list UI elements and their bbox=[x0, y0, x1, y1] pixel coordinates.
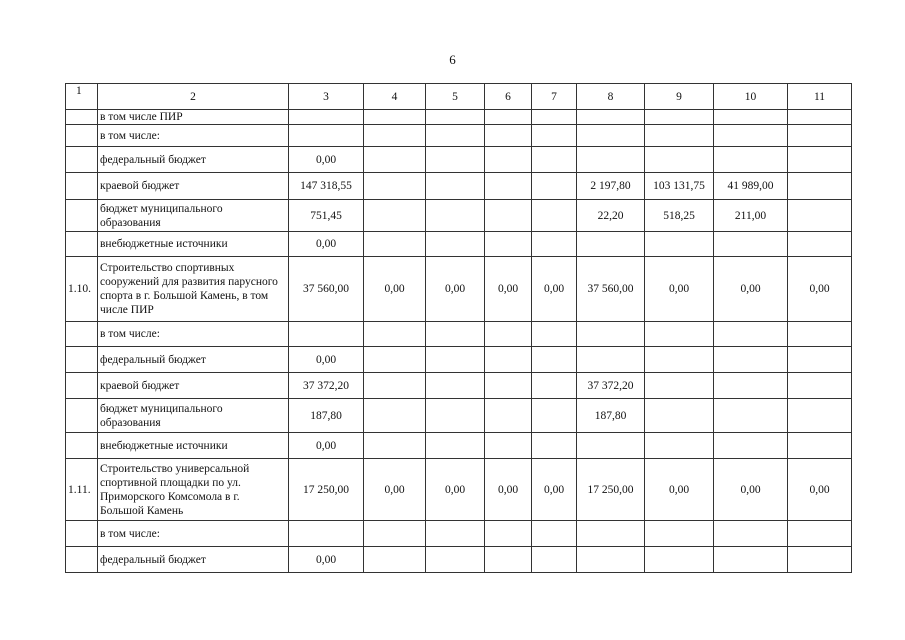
value-cell bbox=[485, 147, 532, 173]
value-cell bbox=[645, 347, 714, 373]
table-row bbox=[66, 547, 852, 573]
page-number: 6 bbox=[449, 52, 456, 67]
value-cell bbox=[532, 147, 577, 173]
value-cell bbox=[532, 200, 577, 232]
value-cell bbox=[426, 433, 485, 459]
value-cell bbox=[426, 125, 485, 147]
value-cell bbox=[532, 347, 577, 373]
row-label-cell: в том числе: bbox=[98, 322, 289, 347]
value-cell bbox=[714, 322, 788, 347]
value-cell bbox=[788, 232, 852, 257]
table-row bbox=[66, 147, 852, 173]
table-row bbox=[66, 232, 852, 257]
value-cell bbox=[485, 399, 532, 433]
value-cell bbox=[532, 399, 577, 433]
value-cell bbox=[364, 521, 426, 547]
value-cell bbox=[364, 200, 426, 232]
column-header: 3 bbox=[289, 84, 364, 110]
value-cell bbox=[714, 232, 788, 257]
value-cell bbox=[364, 125, 426, 147]
row-number-cell bbox=[66, 322, 98, 347]
value-cell bbox=[532, 110, 577, 125]
value-cell bbox=[364, 547, 426, 573]
value-cell bbox=[645, 399, 714, 433]
row-number-cell bbox=[66, 110, 98, 125]
value-cell bbox=[577, 322, 645, 347]
value-cell: 0,00 bbox=[714, 257, 788, 322]
value-cell bbox=[532, 373, 577, 399]
value-cell: 187,80 bbox=[577, 399, 645, 433]
row-label-cell: Строительство универсальной спортивной площадки по ул. Приморского Комсомола в г. Большой Камень bbox=[98, 459, 289, 521]
value-cell bbox=[289, 110, 364, 125]
value-cell bbox=[485, 173, 532, 200]
row-label-cell: в том числе: bbox=[98, 521, 289, 547]
table-body bbox=[66, 84, 852, 573]
value-cell bbox=[577, 433, 645, 459]
value-cell bbox=[426, 373, 485, 399]
value-cell bbox=[289, 322, 364, 347]
value-cell: 2 197,80 bbox=[577, 173, 645, 200]
value-cell: 0,00 bbox=[645, 257, 714, 322]
value-cell bbox=[364, 173, 426, 200]
value-cell bbox=[426, 547, 485, 573]
table-row bbox=[66, 521, 852, 547]
column-header: 10 bbox=[714, 84, 788, 110]
table-row bbox=[66, 110, 852, 125]
value-cell bbox=[426, 173, 485, 200]
value-cell: 37 560,00 bbox=[577, 257, 645, 322]
value-cell bbox=[426, 347, 485, 373]
value-cell: 0,00 bbox=[289, 347, 364, 373]
value-cell bbox=[364, 347, 426, 373]
value-cell: 0,00 bbox=[788, 257, 852, 322]
value-cell bbox=[577, 110, 645, 125]
value-cell bbox=[714, 399, 788, 433]
value-cell: 0,00 bbox=[532, 257, 577, 322]
value-cell bbox=[714, 147, 788, 173]
value-cell bbox=[577, 232, 645, 257]
value-cell bbox=[714, 373, 788, 399]
value-cell bbox=[788, 547, 852, 573]
value-cell bbox=[788, 521, 852, 547]
value-cell bbox=[788, 347, 852, 373]
value-cell bbox=[577, 547, 645, 573]
value-cell: 37 560,00 bbox=[289, 257, 364, 322]
value-cell bbox=[426, 521, 485, 547]
row-number-cell: 1.10. bbox=[66, 257, 98, 322]
row-number-cell bbox=[66, 232, 98, 257]
row-number-cell bbox=[66, 547, 98, 573]
value-cell bbox=[485, 547, 532, 573]
value-cell bbox=[485, 521, 532, 547]
value-cell bbox=[532, 521, 577, 547]
row-label-cell: внебюджетные источники bbox=[98, 232, 289, 257]
value-cell bbox=[364, 433, 426, 459]
row-number-cell bbox=[66, 373, 98, 399]
value-cell bbox=[788, 110, 852, 125]
value-cell bbox=[645, 547, 714, 573]
value-cell bbox=[364, 110, 426, 125]
value-cell: 103 131,75 bbox=[645, 173, 714, 200]
row-label-cell: федеральный бюджет bbox=[98, 547, 289, 573]
row-label-cell: бюджет муниципального образования bbox=[98, 399, 289, 433]
value-cell bbox=[426, 322, 485, 347]
value-cell: 0,00 bbox=[289, 232, 364, 257]
value-cell: 0,00 bbox=[426, 257, 485, 322]
value-cell bbox=[577, 521, 645, 547]
row-number-cell bbox=[66, 147, 98, 173]
row-label-cell: в том числе: bbox=[98, 125, 289, 147]
value-cell bbox=[788, 147, 852, 173]
value-cell: 17 250,00 bbox=[289, 459, 364, 521]
value-cell bbox=[645, 322, 714, 347]
column-header: 11 bbox=[788, 84, 852, 110]
value-cell bbox=[426, 399, 485, 433]
value-cell bbox=[532, 125, 577, 147]
value-cell bbox=[485, 433, 532, 459]
value-cell bbox=[714, 125, 788, 147]
value-cell: 0,00 bbox=[788, 459, 852, 521]
table-row bbox=[66, 322, 852, 347]
value-cell bbox=[426, 147, 485, 173]
value-cell bbox=[645, 433, 714, 459]
value-cell bbox=[714, 521, 788, 547]
value-cell bbox=[485, 322, 532, 347]
table-row bbox=[66, 257, 852, 322]
value-cell bbox=[714, 110, 788, 125]
value-cell bbox=[485, 232, 532, 257]
value-cell: 22,20 bbox=[577, 200, 645, 232]
value-cell bbox=[426, 232, 485, 257]
row-number-cell bbox=[66, 173, 98, 200]
value-cell bbox=[485, 347, 532, 373]
row-number-cell bbox=[66, 433, 98, 459]
budget-table bbox=[65, 83, 852, 573]
value-cell bbox=[645, 232, 714, 257]
table-row bbox=[66, 125, 852, 147]
value-cell: 37 372,20 bbox=[289, 373, 364, 399]
value-cell: 518,25 bbox=[645, 200, 714, 232]
value-cell: 37 372,20 bbox=[577, 373, 645, 399]
table-row bbox=[66, 373, 852, 399]
value-cell: 0,00 bbox=[645, 459, 714, 521]
table-row bbox=[66, 173, 852, 200]
column-header: 7 bbox=[532, 84, 577, 110]
value-cell: 0,00 bbox=[485, 257, 532, 322]
table-row bbox=[66, 433, 852, 459]
value-cell: 0,00 bbox=[364, 257, 426, 322]
value-cell bbox=[289, 521, 364, 547]
value-cell bbox=[788, 433, 852, 459]
value-cell bbox=[532, 232, 577, 257]
column-header: 9 bbox=[645, 84, 714, 110]
value-cell bbox=[364, 399, 426, 433]
value-cell: 0,00 bbox=[426, 459, 485, 521]
column-header: 6 bbox=[485, 84, 532, 110]
row-number-cell bbox=[66, 399, 98, 433]
value-cell bbox=[532, 433, 577, 459]
value-cell bbox=[289, 125, 364, 147]
value-cell: 0,00 bbox=[532, 459, 577, 521]
table-row bbox=[66, 459, 852, 521]
value-cell: 187,80 bbox=[289, 399, 364, 433]
value-cell bbox=[645, 125, 714, 147]
row-number-cell bbox=[66, 200, 98, 232]
table-row bbox=[66, 399, 852, 433]
column-header: 4 bbox=[364, 84, 426, 110]
value-cell: 41 989,00 bbox=[714, 173, 788, 200]
table-row bbox=[66, 200, 852, 232]
row-number-cell bbox=[66, 521, 98, 547]
value-cell bbox=[645, 521, 714, 547]
value-cell bbox=[364, 373, 426, 399]
value-cell bbox=[532, 322, 577, 347]
table-row bbox=[66, 347, 852, 373]
value-cell bbox=[532, 173, 577, 200]
value-cell bbox=[485, 125, 532, 147]
row-label-cell: внебюджетные источники bbox=[98, 433, 289, 459]
row-label-cell: краевой бюджет bbox=[98, 373, 289, 399]
value-cell bbox=[426, 110, 485, 125]
row-number-cell bbox=[66, 347, 98, 373]
value-cell bbox=[485, 200, 532, 232]
value-cell bbox=[364, 232, 426, 257]
column-header: 5 bbox=[426, 84, 485, 110]
value-cell: 751,45 bbox=[289, 200, 364, 232]
value-cell bbox=[645, 147, 714, 173]
row-number-cell: 1.11. bbox=[66, 459, 98, 521]
row-label-cell: федеральный бюджет bbox=[98, 147, 289, 173]
value-cell bbox=[714, 433, 788, 459]
row-label-cell: краевой бюджет bbox=[98, 173, 289, 200]
value-cell bbox=[788, 399, 852, 433]
row-label-cell: бюджет муниципального образования bbox=[98, 200, 289, 232]
value-cell: 211,00 bbox=[714, 200, 788, 232]
row-label-cell: в том числе ПИР bbox=[98, 110, 289, 125]
value-cell: 0,00 bbox=[714, 459, 788, 521]
value-cell bbox=[426, 200, 485, 232]
value-cell bbox=[577, 147, 645, 173]
row-label-cell: федеральный бюджет bbox=[98, 347, 289, 373]
column-header: 1 bbox=[66, 84, 98, 110]
value-cell bbox=[788, 373, 852, 399]
column-header: 2 bbox=[98, 84, 289, 110]
value-cell bbox=[714, 547, 788, 573]
value-cell: 0,00 bbox=[289, 547, 364, 573]
value-cell bbox=[577, 125, 645, 147]
value-cell bbox=[645, 110, 714, 125]
row-label-cell: Строительство спортивных сооружений для развития парусного спорта в г. Большой Камень, в том числе ПИР bbox=[98, 257, 289, 322]
value-cell bbox=[788, 322, 852, 347]
value-cell bbox=[714, 347, 788, 373]
value-cell bbox=[788, 200, 852, 232]
value-cell: 0,00 bbox=[289, 147, 364, 173]
value-cell bbox=[788, 173, 852, 200]
column-header: 8 bbox=[577, 84, 645, 110]
value-cell bbox=[485, 110, 532, 125]
value-cell bbox=[532, 547, 577, 573]
value-cell bbox=[364, 147, 426, 173]
row-number-cell bbox=[66, 125, 98, 147]
header-row bbox=[66, 84, 852, 110]
value-cell bbox=[364, 322, 426, 347]
value-cell bbox=[485, 373, 532, 399]
value-cell: 0,00 bbox=[364, 459, 426, 521]
value-cell bbox=[645, 373, 714, 399]
value-cell: 17 250,00 bbox=[577, 459, 645, 521]
value-cell: 0,00 bbox=[485, 459, 532, 521]
value-cell: 0,00 bbox=[289, 433, 364, 459]
value-cell: 147 318,55 bbox=[289, 173, 364, 200]
value-cell bbox=[577, 347, 645, 373]
value-cell bbox=[788, 125, 852, 147]
